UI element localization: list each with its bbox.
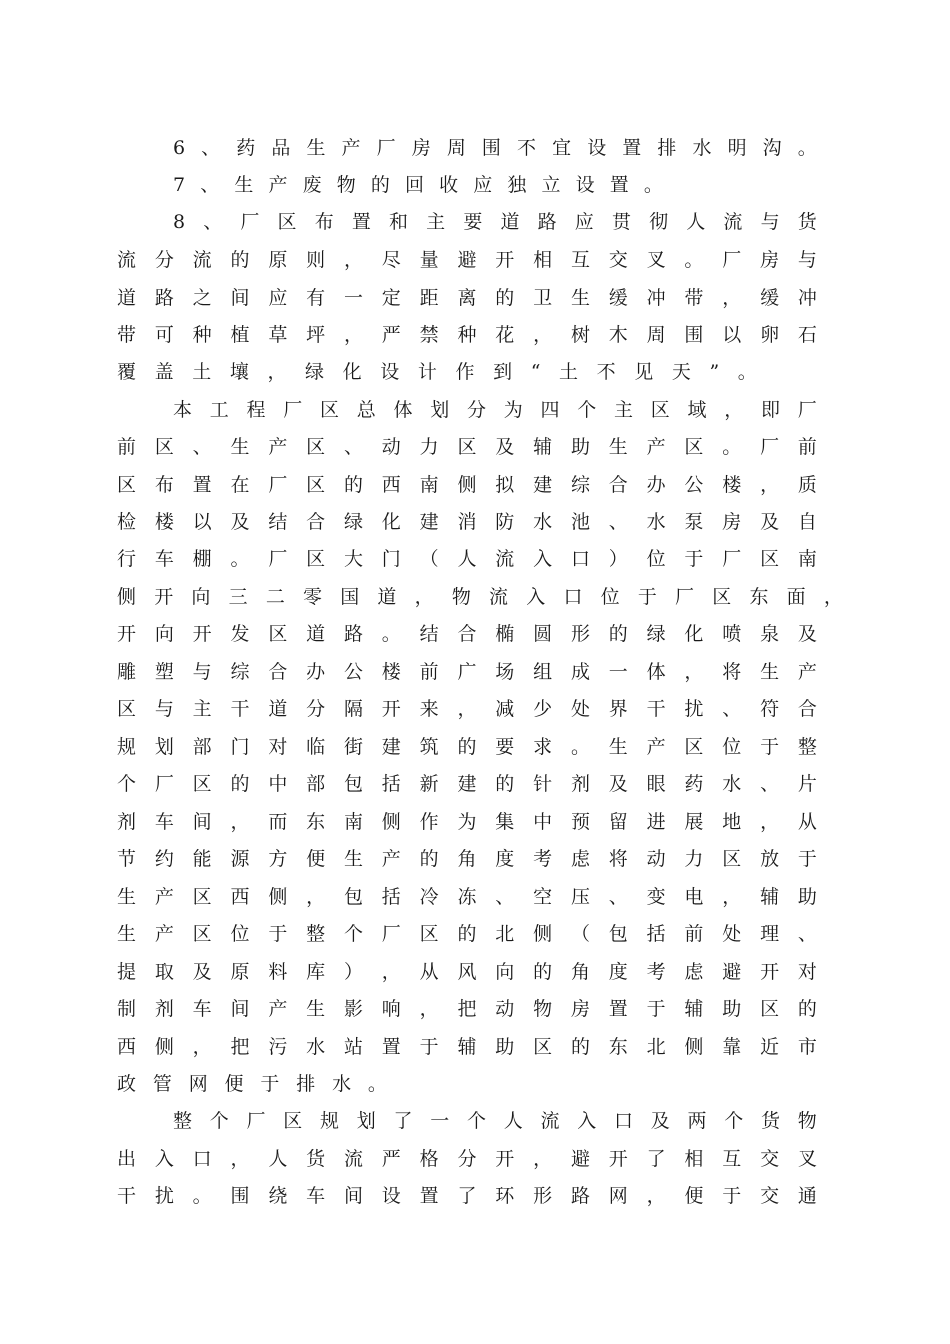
text-line: 前 区 、 生 产 区 、 动 力 区 及 辅 助 生 产 区 。 厂 前 <box>117 436 817 458</box>
text-line: 检 楼 以 及 结 合 绿 化 建 消 防 水 池 、 水 泵 房 及 自 <box>117 511 817 533</box>
text-line: 行 车 棚 。 厂 区 大 门 （ 人 流 入 口 ） 位 于 厂 区 南 <box>117 548 817 570</box>
text-line: 7 、 生 产 废 物 的 回 收 应 独 立 设 置 。 <box>173 174 663 196</box>
text-line: 西 侧 ， 把 污 水 站 置 于 辅 助 区 的 东 北 侧 靠 近 市 <box>117 1036 817 1058</box>
text-line: 8 、 厂 区 布 置 和 主 要 道 路 应 贯 彻 人 流 与 货 <box>173 211 817 233</box>
text-line: 整 个 厂 区 规 划 了 一 个 人 流 入 口 及 两 个 货 物 <box>173 1110 817 1132</box>
text-line: 提 取 及 原 料 库 ） ， 从 风 向 的 角 度 考 虑 避 开 对 <box>117 961 817 983</box>
text-line: 覆 盖 土 壤 ， 绿 化 设 计 作 到 “ 土 不 见 天 ” 。 <box>117 361 757 383</box>
text-line: 政 管 网 便 于 排 水 。 <box>117 1073 387 1095</box>
text-line: 出 入 口 ， 人 货 流 严 格 分 开 ， 避 开 了 相 互 交 叉 <box>117 1148 817 1170</box>
text-line: 剂 车 间 ， 而 东 南 侧 作 为 集 中 预 留 进 展 地 ， 从 <box>117 811 817 833</box>
text-line: 带 可 种 植 草 坪 ， 严 禁 种 花 ， 树 木 周 围 以 卵 石 <box>117 324 817 346</box>
text-line: 节 约 能 源 方 便 生 产 的 角 度 考 虑 将 动 力 区 放 于 <box>117 848 817 870</box>
text-line: 生 产 区 西 侧 ， 包 括 冷 冻 、 空 压 、 变 电 ， 辅 助 <box>117 886 817 908</box>
text-line: 雕 塑 与 综 合 办 公 楼 前 广 场 组 成 一 体 ， 将 生 产 <box>117 661 817 683</box>
text-line: 道 路 之 间 应 有 一 定 距 离 的 卫 生 缓 冲 带 ， 缓 冲 <box>117 287 817 309</box>
text-line: 区 布 置 在 厂 区 的 西 南 侧 拟 建 综 合 办 公 楼 ， 质 <box>117 474 817 496</box>
text-line: 区 与 主 干 道 分 隔 开 来 ， 减 少 处 界 干 扰 、 符 合 <box>117 698 817 720</box>
text-line: 干 扰 。 围 绕 车 间 设 置 了 环 形 路 网 ， 便 于 交 通 <box>117 1185 817 1207</box>
text-line: 规 划 部 门 对 临 街 建 筑 的 要 求 。 生 产 区 位 于 整 <box>117 736 817 758</box>
text-line: 6 、 药 品 生 产 厂 房 周 围 不 宜 设 置 排 水 明 沟 。 <box>173 137 817 159</box>
text-line: 个 厂 区 的 中 部 包 括 新 建 的 针 剂 及 眼 药 水 、 片 <box>117 773 817 795</box>
text-line: 生 产 区 位 于 整 个 厂 区 的 北 侧 （ 包 括 前 处 理 、 <box>117 923 817 945</box>
text-line: 流 分 流 的 原 则 ， 尽 量 避 开 相 互 交 叉 。 厂 房 与 <box>117 249 817 271</box>
text-line: 开 向 开 发 区 道 路 。 结 合 椭 圆 形 的 绿 化 喷 泉 及 <box>117 623 817 645</box>
text-line: 本 工 程 厂 区 总 体 划 分 为 四 个 主 区 域 ， 即 厂 <box>173 399 817 421</box>
text-line: 制 剂 车 间 产 生 影 响 ， 把 动 物 房 置 于 辅 助 区 的 <box>117 998 817 1020</box>
text-line: 侧 开 向 三 二 零 国 道 ， 物 流 入 口 位 于 厂 区 东 面 ， <box>117 586 843 608</box>
